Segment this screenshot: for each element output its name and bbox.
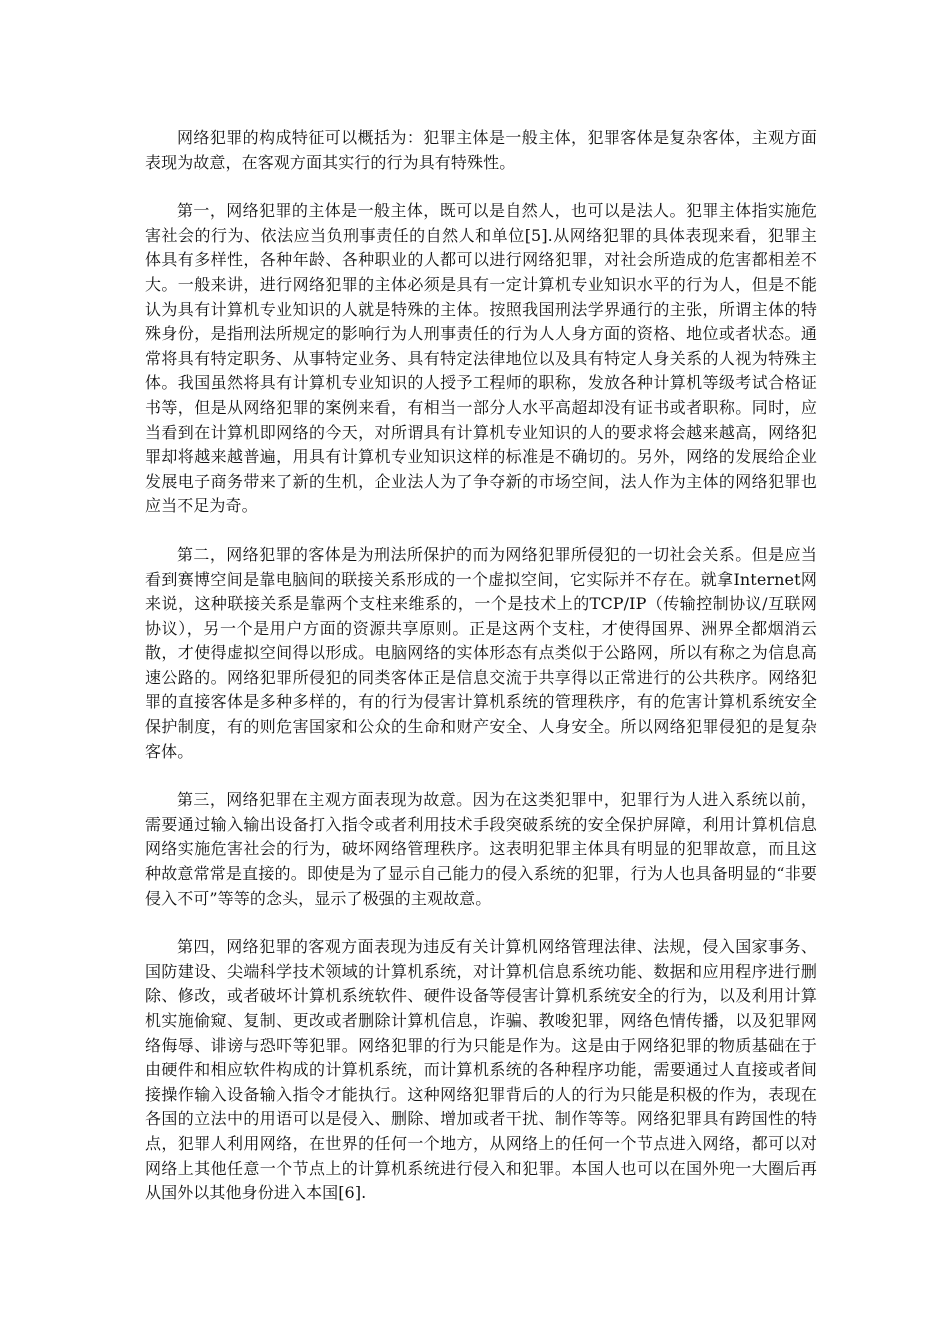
paragraph-second-object: 第二，网络犯罪的客体是为刑法所保护的而为网络犯罪所侵犯的一切社会关系。但是应当看到赛博空间是靠电脑间的联接关系形成的一个虚拟空间，它实际并不存在。就拿Internet网来说，这种联接关系是靠两个支柱来维系的，一个是技术上的TCP/IP（传输控制协议/互联网协议），另一个是用户方面的资源共享原则。正是这两个支柱，才使得国界、洲界全都烟消云散，才使得虚拟空间得以形成。电脑网络的实体形态有点类似于公路网，所以有称之为信息高速公路的。网络犯罪所侵犯的同类客体正是信息交流于共享得以正常进行的公共秩序。网络犯罪的直接客体是多种多样的，有的行为侵害计算机系统的管理秩序，有的危害计算机系统安全保护制度，有的则危害国家和公众的生命和财产安全、人身安全。所以网络犯罪侵犯的是复杂客体。 — [145, 544, 817, 761]
paragraph-first-subject: 第一，网络犯罪的主体是一般主体，既可以是自然人，也可以是法人。犯罪主体指实施危害社会的行为、依法应当负刑事责任的自然人和单位[5].从网络犯罪的具体表现来看，犯罪主体具有多样性，各种年龄、各种职业的人都可以进行网络犯罪，对社会所造成的危害都相差不大。一般来讲，进行网络犯罪的主体必须是具有一定计算机专业知识水平的行为人，但是不能认为具有计算机专业知识的人就是特殊的主体。按照我国刑法学界通行的主张，所谓主体的特殊身份，是指刑法所规定的影响行为人刑事责任的行为人人身方面的资格、地位或者状态。通常将具有特定职务、从事特定业务、具有特定法律地位以及具有特定人身关系的人视为特殊主体。我国虽然将具有计算机专业知识的人授予工程师的职称，发放各种计算机等级考试合格证书等，但是从网络犯罪的案例来看，有相当一部分人水平高超却没有证书或者职称。同时，应当看到在计算机即网络的今天，对所谓具有计算机专业知识的人的要求将会越来越高，网络犯罪却将越来越普遍，用具有计算机专业知识这样的标准是不确切的。另外，网络的发展给企业发展电子商务带来了新的生机，企业法人为了争夺新的市场空间，法人作为主体的网络犯罪也应当不足为奇。 — [145, 201, 817, 516]
paragraph-fourth-objective: 第四，网络犯罪的客观方面表现为违反有关计算机网络管理法律、法规，侵入国家事务、国防建设、尖端科学技术领域的计算机系统，对计算机信息系统功能、数据和应用程序进行删除、修改，或者破坏计算机系统软件、硬件设备等侵害计算机系统安全的行为，以及利用计算机实施偷窥、复制、更改或者删除计算机信息，诈骗、教唆犯罪，网络色情传播，以及犯罪网络侮辱、诽谤与恐吓等犯罪。网络犯罪的行为只能是作为。这是由于网络犯罪的物质基础在于由硬件和相应软件构成的计算机系统，而计算机系统的各种程序功能，需要通过人直接或者间接操作输入设备输入指令才能执行。这种网络犯罪背后的人的行为只能是积极的作为，表现在各国的立法中的用语可以是侵入、删除、增加或者干扰、制作等等。网络犯罪具有跨国性的特点，犯罪人利用网络，在世界的任何一个地方，从网络上的任何一个节点进入网络，都可以对网络上其他任意一个节点上的计算机系统进行侵入和犯罪。本国人也可以在国外兜一大圈后再从国外以其他身份进入本国[6]. — [145, 937, 817, 1203]
paragraph-third-subjective: 第三，网络犯罪在主观方面表现为故意。因为在这类犯罪中，犯罪行为人进入系统以前，需要通过输入输出设备打入指令或者利用技术手段突破系统的安全保护屏障，利用计算机信息网络实施危害社会的行为，破坏网络管理秩序。这表明犯罪主体具有明显的犯罪故意，而且这种故意常常是直接的。即使是为了显示自己能力的侵入系统的犯罪，行为人也具备明显的“非要侵入不可”等等的念头，显示了极强的主观故意。 — [145, 790, 817, 908]
document-body — [145, 126, 817, 1230]
paragraph-intro: 网络犯罪的构成特征可以概括为：犯罪主体是一般主体，犯罪客体是复杂客体，主观方面表现为故意，在客观方面其实行的行为具有特殊性。 — [145, 128, 817, 172]
